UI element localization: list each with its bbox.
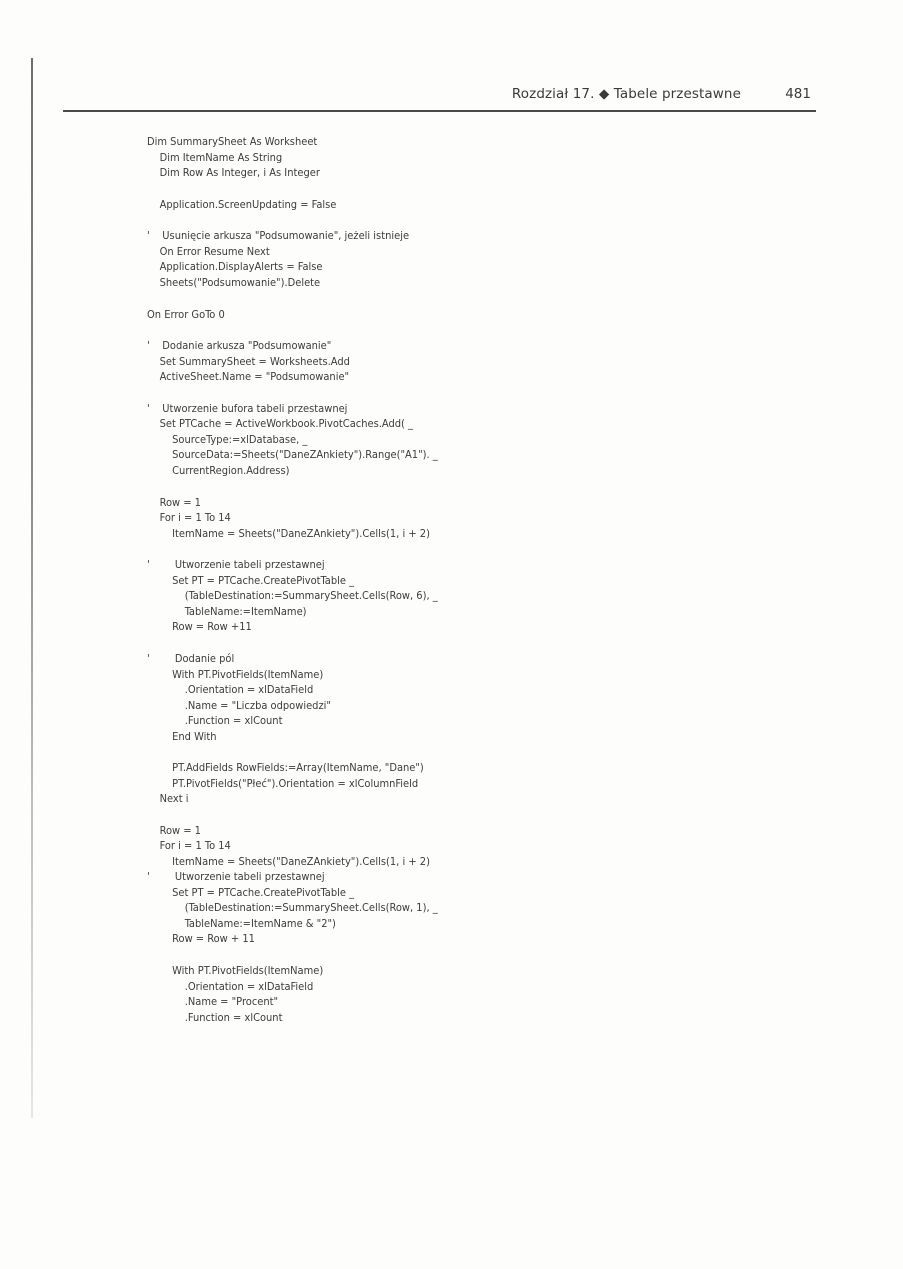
code-line: PT.AddFields RowFields:=Array(ItemName, "Dane"): [147, 761, 424, 775]
code-line: ' Dodanie arkusza "Podsumowanie": [147, 339, 332, 353]
code-line: [147, 322, 707, 338]
code-line: SourceData:=Sheets("DaneZAnkiety").Range("A1"). _: [147, 448, 438, 462]
vba-code-listing: [147, 134, 707, 1025]
code-line: With PT.PivotFields(ItemName): [147, 667, 324, 681]
code-line: On Error GoTo 0: [147, 307, 225, 321]
code-line: .Name = "Liczba odpowiedzi": [147, 698, 331, 712]
code-line: PT.PivotFields("Płeć").Orientation = xlColumnField: [147, 776, 419, 790]
code-line: [147, 478, 707, 494]
code-line: End With: [147, 729, 217, 743]
code-line: ' Utworzenie bufora tabeli przestawnej: [147, 401, 348, 415]
page-number: 481: [785, 86, 811, 102]
code-line: ' Usunięcie arkusza "Podsumowanie", jeżeli istnieje: [147, 229, 410, 243]
code-line: ItemName = Sheets("DaneZAnkiety").Cells(1, i + 2): [147, 526, 430, 540]
code-line: [147, 290, 707, 306]
code-line: For i = 1 To 14: [147, 511, 231, 525]
code-line: Set PTCache = ActiveWorkbook.PivotCaches.Add( _: [147, 417, 413, 431]
code-line: ' Dodanie pól: [147, 652, 235, 665]
code-line: Row = 1: [147, 495, 201, 509]
binding-edge: [31, 58, 33, 1118]
code-line: Dim SummarySheet As Worksheet: [147, 135, 318, 148]
code-line: Dim Row As Integer, i As Integer: [147, 166, 320, 179]
code-line: Set PT = PTCache.CreatePivotTable _: [147, 885, 355, 899]
code-line: Application.DisplayAlerts = False: [147, 260, 323, 274]
code-line: For i = 1 To 14: [147, 839, 231, 853]
running-head: [0, 86, 903, 106]
code-line: TableName:=ItemName): [147, 604, 307, 618]
code-line: ' Utworzenie tabeli przestawnej: [147, 870, 325, 884]
code-line: .Function = xlCount: [147, 714, 283, 727]
code-line: .Orientation = xlDataField: [147, 683, 314, 696]
code-line: Set SummarySheet = Worksheets.Add: [147, 354, 350, 368]
code-line: Sheets("Podsumowanie").Delete: [147, 275, 321, 289]
code-line: With PT.PivotFields(ItemName): [147, 964, 324, 978]
code-line: Row = 1: [147, 823, 201, 837]
code-line: [147, 181, 707, 197]
code-line: .Orientation = xlDataField: [147, 979, 314, 993]
chapter-title: Rozdział 17. ◆ Tabele przestawne: [511, 86, 741, 102]
code-line: TableName:=ItemName & "2"): [147, 916, 336, 930]
code-line: ItemName = Sheets("DaneZAnkiety").Cells(1, i + 2): [147, 854, 430, 868]
code-line: CurrentRegion.Address): [147, 463, 290, 477]
code-line: [147, 635, 707, 651]
code-line: [147, 947, 707, 963]
code-line: Dim ItemName As String: [147, 150, 283, 164]
code-line: [147, 744, 707, 760]
code-line: Application.ScreenUpdating = False: [147, 197, 337, 211]
code-line: On Error Resume Next: [147, 244, 270, 258]
code-line: [147, 807, 707, 823]
header-rule: [63, 110, 816, 112]
code-line: Set PT = PTCache.CreatePivotTable _: [147, 573, 355, 587]
code-line: .Name = "Procent": [147, 995, 279, 1009]
code-line: ' Utworzenie tabeli przestawnej: [147, 558, 325, 572]
code-line: [147, 212, 707, 228]
code-line: [147, 541, 707, 557]
code-line: (TableDestination:=SummarySheet.Cells(Row, 6), _: [147, 589, 438, 603]
code-line: [147, 385, 707, 401]
code-line: Next i: [147, 792, 189, 806]
code-line: SourceType:=xlDatabase, _: [147, 432, 308, 446]
code-line: Row = Row + 11: [147, 932, 255, 946]
code-line: (TableDestination:=SummarySheet.Cells(Row, 1), _: [147, 901, 438, 915]
code-line: Row = Row +11: [147, 620, 252, 634]
code-line: ActiveSheet.Name = "Podsumowanie": [147, 370, 350, 384]
code-line: .Function = xlCount: [147, 1010, 283, 1024]
